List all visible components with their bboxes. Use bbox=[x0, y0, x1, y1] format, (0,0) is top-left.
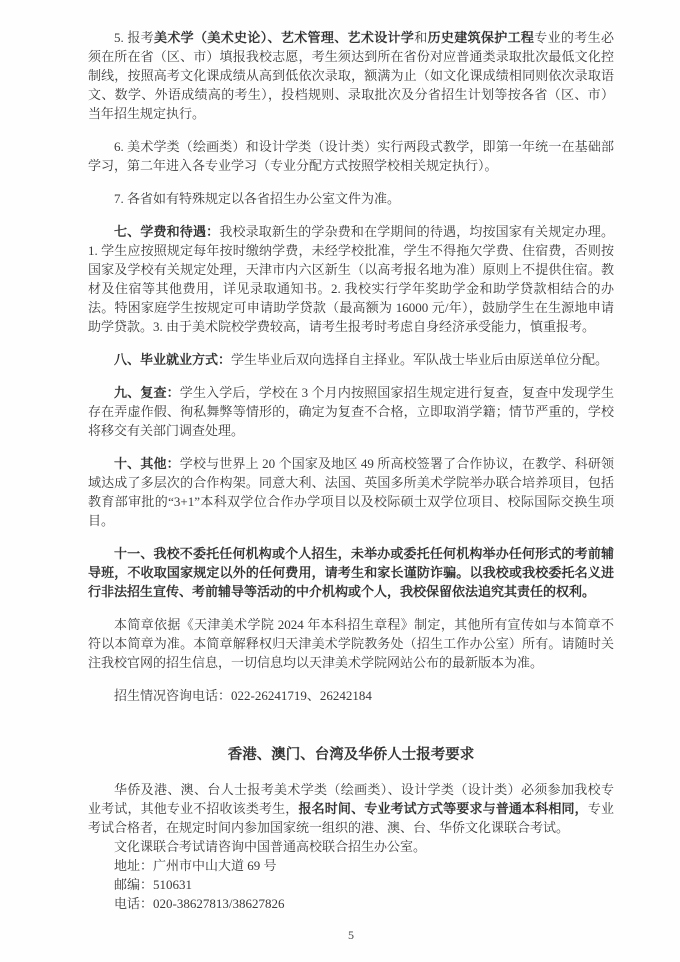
text-run: 邮编：510631 bbox=[114, 877, 193, 892]
paragraph bbox=[88, 780, 614, 837]
paragraph bbox=[88, 189, 614, 208]
contact-line bbox=[88, 856, 614, 875]
bold-text-run: 九、复查： bbox=[114, 385, 180, 400]
paragraph bbox=[88, 222, 614, 336]
contact-line bbox=[88, 894, 614, 913]
text-run: 招生情况咨询电话：022-26241719、26242184 bbox=[114, 688, 372, 703]
text-run: 5. 报考 bbox=[114, 30, 155, 45]
text-run: 专业的考生必须在所在省（区、市）填报我校志愿，考生须达到所在省份对应普通类录取批次最低文化控制线，按照高考文化课成绩从高到低依次录取，额满为止（如文化课成绩相同则依次录取语文、数学、外语成绩高的考生），投档规则、录取批次及分省招生计划等按各省（区、市）当年招生规定执行。 bbox=[88, 30, 614, 121]
paragraph bbox=[88, 686, 614, 705]
text-run: 学生入学后，学校在 3 个月内按照国家招生规定进行复查，复查中发现学生存在弄虚作假、徇私舞弊等情形的，确定为复查不合格，立即取消学籍；情节严重的，学校将移交有关部门调查处理。 bbox=[88, 385, 614, 438]
paragraph bbox=[88, 350, 614, 369]
bold-text-run: 十、其他： bbox=[114, 456, 180, 471]
text-run: 和 bbox=[414, 30, 428, 45]
text-run: 华侨及港、澳、台人士报考美术学类（绘画类）、设计学类（设计类）必须参加我校专业考试，其他专业不招收该类考生， bbox=[88, 782, 614, 816]
section-heading: 香港、澳门、台湾及华侨人士报考要求 bbox=[227, 747, 475, 763]
paragraph bbox=[88, 28, 614, 123]
text-run: 本简章依据《天津美术学院 2024 年本科招生章程》制定，其他所有宣传如与本简章不符以本简章为准。本简章解释权归天津美术学院教务处（招生工作办公室）所有。请随时关注我校官网的招生信息，一切信息均以天津美术学院网站公布的最新版本为准。 bbox=[88, 617, 614, 670]
text-run: 学生毕业后双向选择自主择业。军队战士毕业后由原送单位分配。 bbox=[231, 352, 609, 367]
text-run: 我校录取新生的学杂费和在学期间的待遇，均按国家有关规定办理。1. 学生应按照规定每年按时缴纳学费，未经学校批准，学生不得拖欠学费、住宿费，否则按国家及学校有关规定处理，天津市内六区新生（以高考报名地为准）原则上不提供住宿。教材及住宿等其他费用，详见录取通知书。2. 我校实行学年奖助学金和助学贷款相结合的办法。特困家庭学生按规定可申请助学贷款（最高额为 16000 元/年），鼓励学生在生源地申请助学贷款。3. 由于美术院校学费较高，请考生报考时考虑自身经济承受能力，慎重报考。 bbox=[88, 224, 614, 334]
text-run: 地址：广州市中山大道 69 号 bbox=[114, 858, 277, 873]
text-run: 学校与世界上 20 个国家及地区 49 所高校签署了合作协议，在教学、科研领域达成了多层次的合作构架。同意大利、法国、英国多所美术学院举办联合培养项目，包括教育部审批的“3+1”本科双学位合作办学项目以及校际硕士双学位项目、校际国际交换生项目。 bbox=[88, 456, 614, 528]
bold-text-run: 十一、我校不委托任何机构或个人招生，未举办或委托任何机构举办任何形式的考前辅导班，不收取国家规定以外的任何费用，请考生和家长谨防诈骗。以我校或我校委托名义进行非法招生宣传、考前辅导等活动的中介机构或个人，我校保留依法追究其责任的权利。 bbox=[88, 546, 614, 599]
paragraph bbox=[88, 137, 614, 175]
paragraph bbox=[88, 544, 614, 601]
text-run: 文化课联合考试请咨询中国普通高校联合招生办公室。 bbox=[114, 839, 427, 854]
text-run: 电话：020-38627813/38627826 bbox=[114, 896, 285, 911]
contact-line bbox=[88, 875, 614, 894]
contact-line bbox=[88, 837, 614, 856]
bold-text-run: 七、学费和待遇： bbox=[114, 224, 220, 239]
paragraph bbox=[88, 615, 614, 672]
page-number: 5 bbox=[348, 928, 354, 942]
bold-text-run: 美术学（美术史论）、艺术管理、艺术设计学 bbox=[154, 30, 415, 45]
paragraph bbox=[88, 454, 614, 530]
text-run: 专业考试合格者，在规定时间内参加国家统一组织的港、澳、台、华侨文化课联合考试。 bbox=[88, 801, 614, 835]
text-run: 7. 各省如有特殊规定以各省招生办公室文件为准。 bbox=[114, 191, 401, 206]
bold-text-run: 报名时间、专业考试方式等要求与普通本科相同， bbox=[298, 801, 588, 816]
bold-text-run: 八、毕业就业方式： bbox=[114, 352, 232, 367]
text-run: 6. 美术学类（绘画类）和设计学类（设计类）实行两段式教学，即第一年统一在基础部学习，第二年进入各专业学习（专业分配方式按照学校相关规定执行）。 bbox=[88, 139, 614, 173]
bold-text-run: 历史建筑保护工程 bbox=[427, 30, 535, 45]
document-body bbox=[88, 28, 614, 913]
paragraph bbox=[88, 383, 614, 440]
